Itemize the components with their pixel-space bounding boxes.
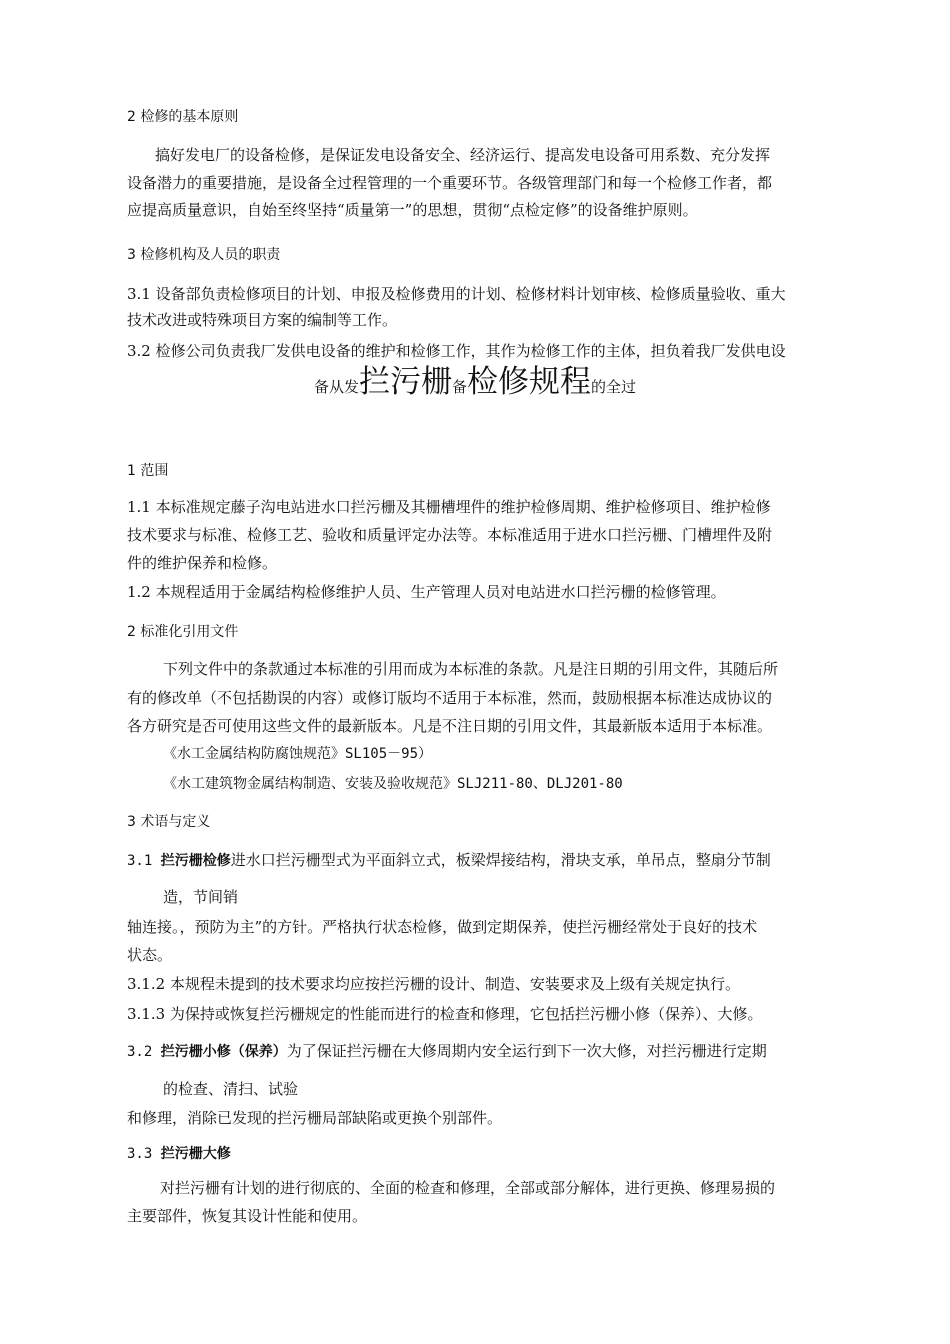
section-heading: 2 检修的基本原则 [127, 109, 239, 125]
paragraph-line: 搞好发电厂的设备检修，是保证发电设备安全、经济运行、提高发电设备可用系数、充分发挥 [155, 146, 771, 164]
paragraph-line: 件的维护保养和检修。 [127, 554, 278, 572]
paragraph-line: 有的修改单（不包括勘误的内容）或修订版均不适用于本标准，然而，鼓励根据本标准达成协议的 [127, 689, 773, 707]
title-fragment: 备 [451, 378, 467, 396]
title-fragment: 的全过 [591, 378, 637, 396]
title-fragment: 检修规程 [467, 364, 591, 400]
title-fragment: 拦污栅 [358, 364, 452, 400]
section-heading: 2 标准化引用文件 [127, 624, 239, 640]
term-name: 拦污栅大修 [160, 1146, 231, 1162]
term-name: 拦污栅小修（保养） [160, 1044, 287, 1060]
paragraph-line: 设备潜力的重要措施，是设备全过程管理的一个重要环节。各级管理部门和每一个检修工作者，都 [127, 174, 773, 192]
paragraph-line: 轴连接。，预防为主”的方针。严格执行状态检修，做到定期保养，使拦污栅经常处于良好的技术 [127, 918, 758, 936]
term-number: 3.3 [127, 1146, 161, 1162]
title-fragment: 备从发 [313, 378, 359, 396]
paragraph-line: 技术改进或特殊项目方案的编制等工作。 [127, 311, 398, 329]
paragraph-line: 主要部件，恢复其设计性能和使用。 [127, 1207, 368, 1225]
paragraph-line: 造，节间销 [163, 888, 239, 906]
reference-item: 《水工金属结构防腐蚀规范》SL105－95） [163, 746, 433, 762]
paragraph-line: 应提高质量意识，自始至终坚持“质量第一”的思想，贯彻“点检定修”的设备维护原则。 [127, 201, 698, 219]
paragraph-line: 1.1 本标准规定藤子沟电站进水口拦污栅及其栅槽埋件的维护检修周期、维护检修项目、维护检修 [127, 498, 771, 516]
section-heading: 3 术语与定义 [127, 814, 211, 830]
paragraph-line: 1.2 本规程适用于金属结构检修维护人员、生产管理人员对电站进水口拦污栅的检修管理。 [127, 583, 726, 601]
term-text: 为了保证拦污栅在大修周期内安全运行到下一次大修，对拦污栅进行定期 [286, 1042, 767, 1060]
term-number: 3.1 [127, 853, 161, 869]
paragraph-line: 状态。 [127, 946, 173, 964]
paragraph-line: 技术要求与标准、检修工艺、验收和质量评定办法等。本标准适用于进水口拦污栅、门槽埋件及附 [127, 526, 773, 544]
paragraph-line: 和修理，消除已发现的拦污栅局部缺陷或更换个别部件。 [127, 1109, 503, 1127]
term-name: 拦污栅检修 [160, 853, 231, 869]
paragraph-line: 的检查、清扫、试验 [163, 1080, 299, 1098]
section-heading: 3 检修机构及人员的职责 [127, 247, 281, 263]
paragraph-line: 3.1.2 本规程未提到的技术要求均应按拦污栅的设计、制造、安装要求及上级有关规定执行。 [127, 975, 740, 993]
document-title [0, 356, 950, 401]
section-heading: 1 范围 [127, 463, 169, 479]
paragraph-line: 下列文件中的条款通过本标准的引用而成为本标准的条款。凡是注日期的引用文件，其随后所 [163, 660, 779, 678]
paragraph-line: 3.1 设备部负责检修项目的计划、申报及检修费用的计划、检修材料计划审核、检修质量验收、重大 [127, 285, 786, 303]
term-number: 3.2 [127, 1044, 161, 1060]
paragraph-line: 3.2 检修公司负责我厂发供电设备的维护和检修工作，其作为检修工作的主体，担负着我厂发供电设 [127, 342, 786, 360]
term-text: 进水口拦污栅型式为平面斜立式，板梁焊接结构，滑块支承，单吊点，整扇分节制 [230, 851, 771, 869]
paragraph-line: 3.1.3 为保持或恢复拦污栅规定的性能而进行的检查和修理，它包括拦污栅小修（保养）、大修。 [127, 1005, 763, 1023]
term-definition [127, 850, 771, 871]
paragraph-line: 各方研究是否可使用这些文件的最新版本。凡是不注日期的引用文件，其最新版本适用于本标准。 [127, 717, 773, 735]
paragraph-line: 对拦污栅有计划的进行彻底的、全面的检查和修理，全部或部分解体，进行更换、修理易损的 [160, 1179, 776, 1197]
reference-item: 《水工建筑物金属结构制造、安装及验收规范》SLJ211-80、DLJ201-80 [163, 776, 623, 792]
term-definition [127, 1041, 767, 1062]
term-definition [127, 1143, 231, 1164]
